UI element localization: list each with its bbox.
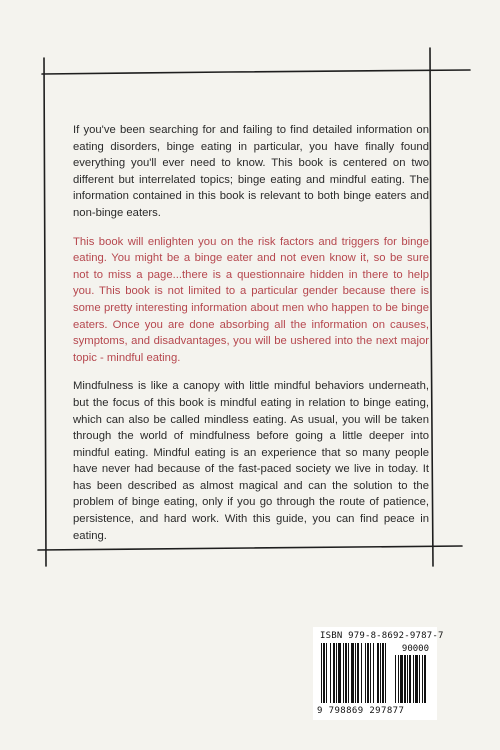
isbn-barcode-box: [313, 627, 444, 720]
price-code: 90000: [401, 644, 429, 654]
blurb-paragraph-mindfulness: Mindfulness is like a canopy with little mindful behaviors underneath, but the focus of this book is mindful eating in relation to binge eating, which can also be called mindless eating. As usual, you will be taken through the world of mindfulness before going a little deeper into mindful eating. Mindful eating is an experience that so many people have never had because of the fast-paced society we live in today. It has been described as almost magical and can the solution to the problem of binge eating, only if you go through the route of patience, persistence, and hard work. With this guide, you can find peace in eating.: [73, 380, 429, 542]
blurb-paragraph-intro: If you've been searching for and failing to find detailed information on eating disorders, binge eating in particular, you have finally found everything you'll ever need to know. This book is centered on two different but interrelated topics; binge eating and mindful eating. The information contained in this book is relevant to both binge eaters and non-binge eaters.: [73, 124, 429, 219]
isbn-label: ISBN 979-8-8692-9787-7: [320, 631, 444, 641]
frame-left-line: [44, 58, 46, 566]
blurb-paragraph-highlight: This book will enlighten you on the risk factors and triggers for binge eating. You might be a binge eater and not even know it, so be sure not to miss a page...there is a questionnaire hidden in there to help you. This book is not limited to a particular gender because there is some pretty interesting information about men who happen to be binge eaters. Once you are done absorbing all the information on causes, symptoms, and disadvantages, you will be ushered into the next major topic - mindful eating.: [73, 235, 429, 364]
frame-right-line: [430, 48, 433, 566]
blurb-text: [73, 122, 429, 556]
frame-top-line: [42, 70, 470, 74]
barcode-number: 9 798869 297877: [317, 706, 405, 716]
